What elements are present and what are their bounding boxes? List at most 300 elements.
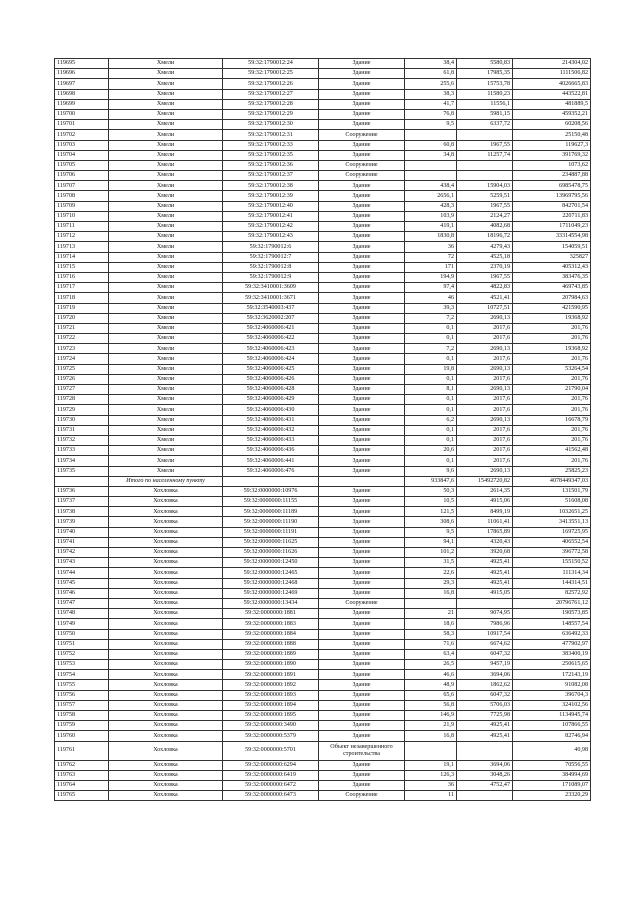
settlement-name: Хмели: [109, 323, 223, 333]
object-type: Здание: [319, 527, 405, 537]
unit-value: 9074,95: [457, 609, 513, 619]
row-number: 119752: [55, 649, 109, 659]
area-value: 103,9: [405, 211, 457, 221]
object-type: Здание: [319, 109, 405, 119]
cadastral-number: 59:32:1790012:38: [223, 181, 319, 191]
object-type: Здание: [319, 242, 405, 252]
cadastral-number: 59:32:0000000:11155: [223, 497, 319, 507]
area-value: 36: [405, 242, 457, 252]
row-number: 119723: [55, 344, 109, 354]
settlement-name: Хохловка: [109, 497, 223, 507]
cadastral-number: 59:32:1790012:30: [223, 120, 319, 130]
table-row: [55, 425, 591, 435]
unit-value: 4082,68: [457, 222, 513, 232]
area-value: 26,5: [405, 660, 457, 670]
settlement-total-row: [55, 476, 591, 486]
settlement-name: Хмели: [109, 222, 223, 232]
cadastral-number: 59:32:1790012:7: [223, 252, 319, 262]
area-value: 60,8: [405, 140, 457, 150]
settlement-name: Хохловка: [109, 770, 223, 780]
object-type: Здание: [319, 760, 405, 770]
object-type: Здание: [319, 680, 405, 690]
row-number: 119731: [55, 425, 109, 435]
area-value: 7,2: [405, 313, 457, 323]
row-number: 119712: [55, 232, 109, 242]
area-value: 0,1: [405, 435, 457, 445]
cadastral-number: 59:32:4060006:431: [223, 415, 319, 425]
table-row: [55, 507, 591, 517]
unit-value: 4521,41: [457, 293, 513, 303]
cadastral-value: 477902,97: [513, 639, 591, 649]
object-type: Здание: [319, 99, 405, 109]
table-row: [55, 354, 591, 364]
cadastral-value: 842701,54: [513, 201, 591, 211]
row-number: 119748: [55, 609, 109, 619]
cadastral-value: 234887,88: [513, 171, 591, 181]
cadastral-number: 59:32:0000000:11189: [223, 507, 319, 517]
unit-value: 2124,27: [457, 211, 513, 221]
table-row: [55, 272, 591, 282]
row-number: 119695: [55, 59, 109, 69]
row-number: 119734: [55, 456, 109, 466]
table-row: [55, 497, 591, 507]
settlement-name: Хохловка: [109, 700, 223, 710]
table-row: [55, 171, 591, 181]
table-row: [55, 313, 591, 323]
object-type: Здание: [319, 568, 405, 578]
table-row: [55, 680, 591, 690]
row-number: 119736: [55, 486, 109, 496]
area-value: 38,3: [405, 89, 457, 99]
unit-value: 2690,13: [457, 385, 513, 395]
area-value: 97,4: [405, 283, 457, 293]
row-number: 119711: [55, 222, 109, 232]
row-number: 119720: [55, 313, 109, 323]
settlement-name: Хмели: [109, 466, 223, 476]
row-number: 119721: [55, 323, 109, 333]
cadastral-value: 384994,69: [513, 770, 591, 780]
cadastral-value: 443522,81: [513, 89, 591, 99]
cadastral-value: 60208,56: [513, 120, 591, 130]
table-row: [55, 262, 591, 272]
cadastral-value: 325827: [513, 252, 591, 262]
object-type: Здание: [319, 222, 405, 232]
row-number: 119760: [55, 731, 109, 741]
unit-value: 2017,6: [457, 323, 513, 333]
area-value: 2656,1: [405, 191, 457, 201]
cadastral-number: 59:32:4060006:441: [223, 456, 319, 466]
area-value: 21,9: [405, 721, 457, 731]
cadastral-value: 4026665,83: [513, 79, 591, 89]
settlement-name: Хохловка: [109, 486, 223, 496]
unit-value: 4320,43: [457, 537, 513, 547]
object-type: Здание: [319, 721, 405, 731]
area-value: 20,6: [405, 446, 457, 456]
area-value: 194,9: [405, 272, 457, 282]
cadastral-number: 59:32:0000000:11626: [223, 548, 319, 558]
cadastral-value: 82572,92: [513, 588, 591, 598]
row-number: 119737: [55, 497, 109, 507]
object-type: Здание: [319, 59, 405, 69]
object-type: Здание: [319, 120, 405, 130]
table-row: [55, 517, 591, 527]
row-number: 119733: [55, 446, 109, 456]
unit-value: 4915,05: [457, 588, 513, 598]
table-row: [55, 619, 591, 629]
cadastral-value: 214304,02: [513, 59, 591, 69]
object-type: Здание: [319, 354, 405, 364]
settlement-name: Хмели: [109, 181, 223, 191]
area-value: 11: [405, 791, 457, 801]
cadastral-value: 23320,29: [513, 791, 591, 801]
unit-value: 1967,55: [457, 272, 513, 282]
cadastral-value: 19368,92: [513, 313, 591, 323]
cadastral-value: 4078449347,03: [513, 476, 591, 486]
cadastral-number: 59:32:4060006:426: [223, 374, 319, 384]
cadastral-number: 59:32:1790012:42: [223, 222, 319, 232]
object-type: Здание: [319, 303, 405, 313]
table-row: [55, 293, 591, 303]
row-number: 119698: [55, 89, 109, 99]
cadastral-number: 59:32:1790012:41: [223, 211, 319, 221]
table-row: [55, 395, 591, 405]
object-type: [319, 476, 405, 486]
unit-value: 1967,55: [457, 201, 513, 211]
settlement-name: Хохловка: [109, 598, 223, 608]
cadastral-number: 59:32:4060006:424: [223, 354, 319, 364]
table-row: [55, 89, 591, 99]
unit-value: 4279,43: [457, 242, 513, 252]
object-type: Здание: [319, 558, 405, 568]
cadastral-number: 59:32:1790012:9: [223, 272, 319, 282]
table-row: [55, 69, 591, 79]
object-type: Здание: [319, 415, 405, 425]
settlement-name: Хмели: [109, 252, 223, 262]
table-row: [55, 446, 591, 456]
object-type: Здание: [319, 629, 405, 639]
area-value: 48,9: [405, 680, 457, 690]
cadastral-value: 51608,08: [513, 497, 591, 507]
unit-value: [457, 130, 513, 140]
cadastral-number: 59:32:0000000:1895: [223, 711, 319, 721]
cadastral-number: 59:32:3540003:437: [223, 303, 319, 313]
table-row: [55, 660, 591, 670]
row-number: 119745: [55, 578, 109, 588]
settlement-name: Хмели: [109, 89, 223, 99]
cadastral-value: 155150,52: [513, 558, 591, 568]
unit-value: 17985,35: [457, 69, 513, 79]
object-type: Здание: [319, 344, 405, 354]
row-number: 119747: [55, 598, 109, 608]
table-row: [55, 527, 591, 537]
unit-value: 2690,13: [457, 415, 513, 425]
unit-value: 10917,54: [457, 629, 513, 639]
table-row: [55, 99, 591, 109]
cadastral-value: 21790,04: [513, 385, 591, 395]
settlement-name: Хмели: [109, 385, 223, 395]
unit-value: 11257,74: [457, 150, 513, 160]
area-value: 10,5: [405, 497, 457, 507]
object-type: Здание: [319, 150, 405, 160]
object-type: Здание: [319, 649, 405, 659]
row-number: 119744: [55, 568, 109, 578]
cadastral-value: 636492,33: [513, 629, 591, 639]
unit-value: 4925,41: [457, 731, 513, 741]
unit-value: 6047,32: [457, 649, 513, 659]
cadastral-value: 41562,48: [513, 446, 591, 456]
cadastral-number: 59:32:1790012:25: [223, 69, 319, 79]
area-value: 72: [405, 252, 457, 262]
cadastral-value: 481889,5: [513, 99, 591, 109]
area-value: 419,1: [405, 222, 457, 232]
table-row: [55, 578, 591, 588]
area-value: 41,7: [405, 99, 457, 109]
unit-value: 7986,96: [457, 619, 513, 629]
unit-value: 4925,41: [457, 568, 513, 578]
cadastral-value: 154059,51: [513, 242, 591, 252]
unit-value: 2690,13: [457, 344, 513, 354]
cadastral-value: 33314554,98: [513, 232, 591, 242]
area-value: 9,5: [405, 120, 457, 130]
cadastral-value: 13969795,56: [513, 191, 591, 201]
unit-value: 4925,41: [457, 721, 513, 731]
unit-value: 5706,03: [457, 700, 513, 710]
table-row: [55, 435, 591, 445]
area-value: 1830,8: [405, 232, 457, 242]
object-type: Здание: [319, 140, 405, 150]
area-value: 56,8: [405, 700, 457, 710]
cadastral-number: 59:32:1790012:26: [223, 79, 319, 89]
row-number: 119718: [55, 293, 109, 303]
area-value: 94,1: [405, 537, 457, 547]
unit-value: 4925,41: [457, 558, 513, 568]
unit-value: [457, 160, 513, 170]
row-number: 119757: [55, 700, 109, 710]
row-number: 119701: [55, 120, 109, 130]
cadastral-number: 59:32:0000000:6294: [223, 760, 319, 770]
cadastral-number: 59:32:1790012:24: [223, 59, 319, 69]
cadastral-value: 107866,55: [513, 721, 591, 731]
table-row: [55, 558, 591, 568]
cadastral-number: 59:32:4060006:430: [223, 405, 319, 415]
settlement-name: Хмели: [109, 374, 223, 384]
area-value: 0,1: [405, 405, 457, 415]
area-value: 146,9: [405, 711, 457, 721]
object-type: Объект незавершенного строительства: [319, 741, 405, 760]
area-value: 126,3: [405, 770, 457, 780]
row-number: 119738: [55, 507, 109, 517]
area-value: 16,8: [405, 731, 457, 741]
settlement-name: Хохловка: [109, 578, 223, 588]
cadastral-number: 59:32:4060006:425: [223, 364, 319, 374]
row-number: 119727: [55, 385, 109, 395]
cadastral-value: 119627,3: [513, 140, 591, 150]
unit-value: 2614,35: [457, 486, 513, 496]
cadastral-value: 25825,23: [513, 466, 591, 476]
object-type: Здание: [319, 395, 405, 405]
cadastral-number: 59:32:0000000:12468: [223, 578, 319, 588]
row-number: 119707: [55, 181, 109, 191]
object-type: Здание: [319, 191, 405, 201]
row-number: 119715: [55, 262, 109, 272]
table-row: [55, 181, 591, 191]
settlement-name: Хмели: [109, 446, 223, 456]
cadastral-number: 59:32:0000000:6419: [223, 770, 319, 780]
cadastral-number: 59:32:0000000:3490: [223, 721, 319, 731]
table-row: [55, 191, 591, 201]
cadastral-value: 1711049,23: [513, 222, 591, 232]
settlement-name: Итого по населенному пункту: [109, 476, 223, 486]
row-number: 119756: [55, 690, 109, 700]
table-row: [55, 639, 591, 649]
unit-value: [457, 598, 513, 608]
table-row: [55, 120, 591, 130]
cadastral-number: 59:32:4060006:433: [223, 435, 319, 445]
cadastral-value: 201,76: [513, 334, 591, 344]
cadastral-value: 201,76: [513, 456, 591, 466]
cadastral-number: 59:32:0000000:11191: [223, 527, 319, 537]
cadastral-number: 59:32:0000000:1883: [223, 619, 319, 629]
cadastral-number: 59:32:1790012:29: [223, 109, 319, 119]
settlement-name: Хмели: [109, 354, 223, 364]
object-type: Здание: [319, 283, 405, 293]
area-value: 76,8: [405, 109, 457, 119]
area-value: 50,3: [405, 486, 457, 496]
area-value: [405, 598, 457, 608]
area-value: 63,4: [405, 649, 457, 659]
table-row: [55, 741, 591, 760]
unit-value: 15492720,82: [457, 476, 513, 486]
area-value: 34,8: [405, 150, 457, 160]
settlement-name: Хмели: [109, 99, 223, 109]
table-row: [55, 537, 591, 547]
unit-value: 10727,51: [457, 303, 513, 313]
settlement-name: Хохловка: [109, 558, 223, 568]
settlement-name: Хмели: [109, 405, 223, 415]
object-type: Здание: [319, 770, 405, 780]
object-type: Здание: [319, 609, 405, 619]
cadastral-number: 59:32:1790012:33: [223, 140, 319, 150]
unit-value: 17865,89: [457, 527, 513, 537]
row-number: 119710: [55, 211, 109, 221]
object-type: Сооружение: [319, 171, 405, 181]
cadastral-number: 59:32:4060006:422: [223, 334, 319, 344]
settlement-name: Хмели: [109, 201, 223, 211]
area-value: 0,1: [405, 334, 457, 344]
settlement-name: Хохловка: [109, 639, 223, 649]
settlement-name: Хохловка: [109, 537, 223, 547]
row-number: 119722: [55, 334, 109, 344]
settlement-name: Хмели: [109, 140, 223, 150]
settlement-name: Хохловка: [109, 609, 223, 619]
settlement-name: Хохловка: [109, 731, 223, 741]
row-number: 119740: [55, 527, 109, 537]
unit-value: 3920,68: [457, 548, 513, 558]
area-value: 101,2: [405, 548, 457, 558]
cadastral-value: 207984,63: [513, 293, 591, 303]
cadastral-value: 40,98: [513, 741, 591, 760]
settlement-name: Хохловка: [109, 517, 223, 527]
cadastral-number: 59:32:0000000:6472: [223, 780, 319, 790]
row-number: [55, 476, 109, 486]
cadastral-number: [223, 476, 319, 486]
table-row: [55, 588, 591, 598]
settlement-name: Хохловка: [109, 619, 223, 629]
table-row: [55, 721, 591, 731]
cadastral-number: 59:32:1790012:6: [223, 242, 319, 252]
cadastral-number: 59:32:0000000:5379: [223, 731, 319, 741]
cadastral-number: 59:32:0000000:6473: [223, 791, 319, 801]
object-type: Сооружение: [319, 160, 405, 170]
row-number: 119732: [55, 435, 109, 445]
cadastral-value: 53264,54: [513, 364, 591, 374]
table-row: [55, 385, 591, 395]
area-value: 38,4: [405, 59, 457, 69]
settlement-name: Хмели: [109, 160, 223, 170]
object-type: Здание: [319, 466, 405, 476]
table-row: [55, 456, 591, 466]
object-type: Здание: [319, 486, 405, 496]
object-type: Здание: [319, 731, 405, 741]
row-number: 119700: [55, 109, 109, 119]
area-value: 21: [405, 609, 457, 619]
cadastral-number: 59:32:0000000:12469: [223, 588, 319, 598]
unit-value: 7725,98: [457, 711, 513, 721]
area-value: 428,3: [405, 201, 457, 211]
settlement-name: Хмели: [109, 435, 223, 445]
area-value: 9,6: [405, 466, 457, 476]
cadastral-value: 91082,08: [513, 680, 591, 690]
settlement-name: Хмели: [109, 272, 223, 282]
settlement-name: Хохловка: [109, 660, 223, 670]
table-row: [55, 364, 591, 374]
row-number: 119713: [55, 242, 109, 252]
cadastral-value: 201,76: [513, 405, 591, 415]
cadastral-value: 383476,35: [513, 272, 591, 282]
cadastral-value: 201,76: [513, 435, 591, 445]
row-number: 119708: [55, 191, 109, 201]
row-number: 119741: [55, 537, 109, 547]
area-value: 46,6: [405, 670, 457, 680]
object-type: Здание: [319, 517, 405, 527]
cadastral-number: 59:32:0000000:1890: [223, 660, 319, 670]
cadastral-value: 148557,54: [513, 619, 591, 629]
area-value: 18,6: [405, 619, 457, 629]
table-row: [55, 770, 591, 780]
unit-value: 2017,6: [457, 456, 513, 466]
area-value: 0,1: [405, 395, 457, 405]
object-type: Здание: [319, 405, 405, 415]
settlement-name: Хмели: [109, 171, 223, 181]
unit-value: 2017,6: [457, 405, 513, 415]
table-row: [55, 232, 591, 242]
settlement-name: Хмели: [109, 59, 223, 69]
cadastral-value: 171089,07: [513, 780, 591, 790]
cadastral-number: 59:32:0000000:12465: [223, 568, 319, 578]
object-type: Здание: [319, 588, 405, 598]
table-row: [55, 374, 591, 384]
object-type: Здание: [319, 711, 405, 721]
cadastral-number: 59:32:3620002:207: [223, 313, 319, 323]
unit-value: 4822,83: [457, 283, 513, 293]
unit-value: 2017,6: [457, 334, 513, 344]
object-type: Здание: [319, 293, 405, 303]
settlement-name: Хмели: [109, 130, 223, 140]
object-type: Здание: [319, 507, 405, 517]
cadastral-number: 59:32:4060006:429: [223, 395, 319, 405]
row-number: 119743: [55, 558, 109, 568]
cadastral-number: 59:32:4060006:476: [223, 466, 319, 476]
